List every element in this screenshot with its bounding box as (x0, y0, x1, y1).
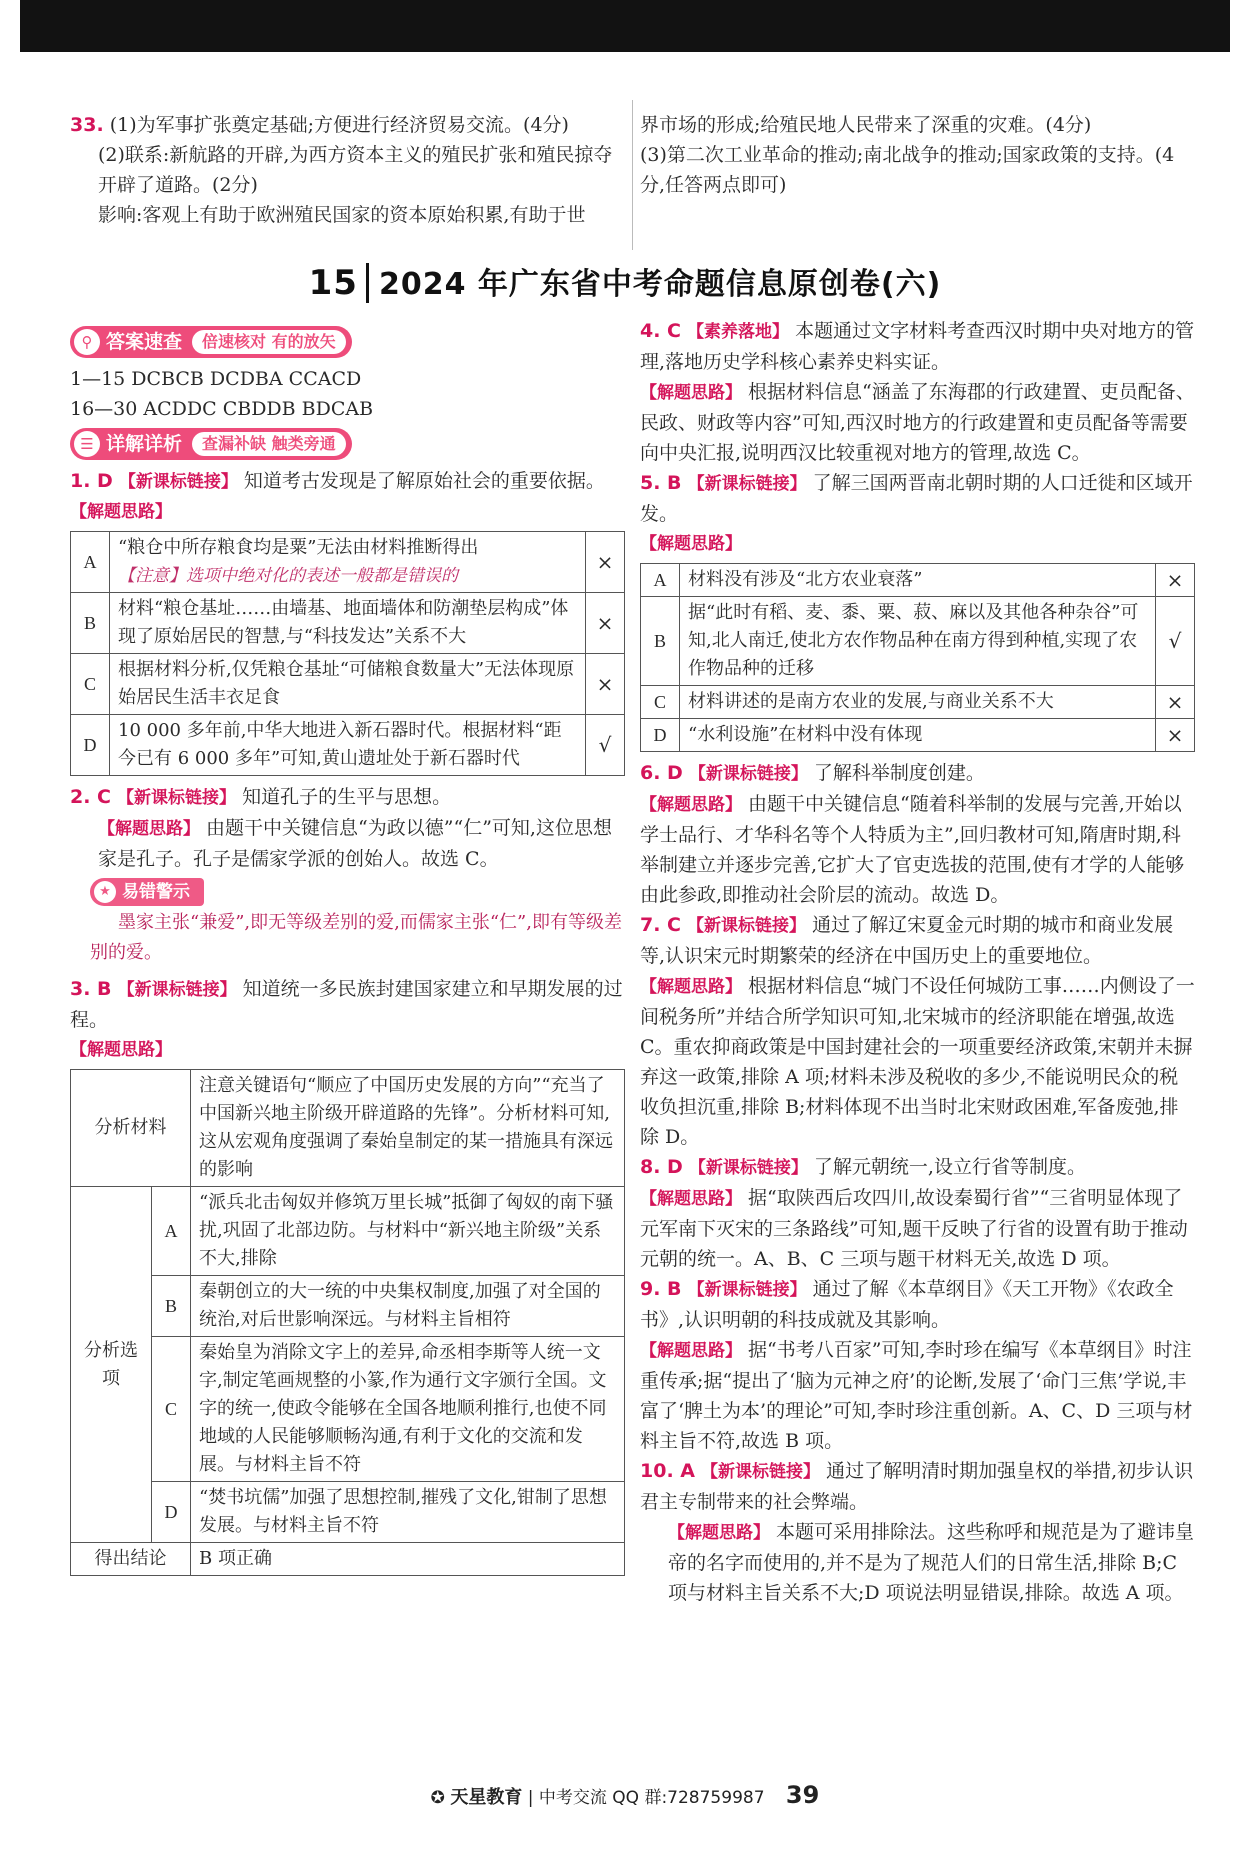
q3-table (70, 1069, 625, 1576)
q8-number: 8. D (640, 1156, 683, 1178)
q10-body: 本题可采用排除法。这些称呼和规范是为了避讳皇帝的名字而使用的,并不是为了规范人们的日常生活,排除 B;C 项与材料主旨关系不大;D 项说法明显错误,排除。故选 A 项。 (668, 1521, 1195, 1604)
q9-text: 通过了解《本草纲目》《天工开物》《农政全书》,认识明朝的科技成就及其影响。 (640, 1278, 1174, 1331)
star-logo-icon: ✪ (430, 1788, 445, 1808)
page-number: 39 (785, 1781, 820, 1809)
q7-header (640, 910, 1195, 971)
section-title (0, 263, 1250, 303)
q3-conclusion-label: 得出结论 (71, 1543, 191, 1576)
q3-conclusion-text: B 项正确 (191, 1543, 625, 1576)
q10-number: 10. A (640, 1460, 695, 1482)
q1-tag: 【新课标链接】 (118, 472, 238, 492)
right-column (640, 316, 1195, 1608)
footer-separator: | (527, 1788, 534, 1808)
q1-row-a-note: 【注意】选项中绝对化的表述一般都是错误的 (118, 566, 458, 586)
q1-row-a-body: “粮仓中所存粮食均是粟”无法由材料推断得出 (118, 537, 479, 558)
q9-number: 9. B (640, 1278, 682, 1300)
detail-banner (70, 428, 352, 460)
q1-row-a-text (110, 532, 586, 593)
q4-body: 根据材料信息“涵盖了东海郡的行政建置、吏员配备、民政、财政等内容”可知,西汉时地方的行政建置和吏员配备等需要向中央汇报,说明西汉比较重视对地方的管理,故选 C。 (640, 381, 1195, 464)
left-column (70, 322, 625, 1582)
q3-tag: 【新课标链接】 (117, 980, 237, 1000)
q3-opt-d-text: “焚书坑儒”加强了思想控制,摧残了文化,钳制了思想发展。与材料主旨不符 (191, 1482, 625, 1543)
q6-header (640, 758, 1195, 789)
q1-row-d-key: D (71, 715, 110, 776)
q8-text: 了解元朝统一,设立行省等制度。 (813, 1156, 1086, 1178)
q3-opt-c-key: C (152, 1337, 191, 1482)
q3-opt-a-text: “派兵北击匈奴并修筑万里长城”抵御了匈奴的南下骚扰,巩固了北部边防。与材料中“新兴地主阶级”关系不大,排除 (191, 1187, 625, 1276)
q6-hint: 【解题思路】 (640, 795, 742, 815)
q5-text: 了解三国两晋南北朝时期的人口迁徙和区域开发。 (640, 472, 1193, 525)
title-text: 2024 年广东省中考命题信息原创卷(六) (378, 267, 942, 302)
q8-hint: 【解题思路】 (640, 1189, 742, 1209)
search-icon: ⚲ (74, 329, 100, 355)
q33-line5: (3)第二次工业革命的推动;南北战争的推动;国家政策的支持。(4分,任答两点即可) (640, 144, 1175, 196)
q5-tag: 【新课标链接】 (687, 474, 807, 494)
q3-header (70, 974, 625, 1035)
table-row (71, 715, 625, 776)
q3-analysis-text: 注意关键语句“顺应了中国历史发展的方向”“充当了中国新兴地主阶级开辟道路的先锋”。分析材料可知,这从宏观角度强调了秦始皇制定的某一措施具有深远的影响 (191, 1070, 625, 1187)
q10-header (640, 1456, 1195, 1517)
q9-body-line (640, 1335, 1195, 1456)
answer-row-2: 16—30 ACDDC CBDDB BDCAB (70, 398, 374, 420)
q10-hint: 【解题思路】 (668, 1523, 770, 1543)
table-row (71, 1187, 625, 1276)
q8-body-line (640, 1183, 1195, 1274)
detail-label: 详解详析 (106, 433, 183, 455)
detail-sub: 查漏补缺 触类旁通 (192, 432, 346, 456)
clipboard-icon: ☰ (74, 431, 100, 457)
warning-badge (90, 878, 204, 906)
q7-hint: 【解题思路】 (640, 977, 742, 997)
q7-text: 通过了解辽宋夏金元时期的城市和商业发展等,认识宋元时期繁荣的经济在中国历史上的重要地位。 (640, 914, 1174, 967)
q2-hint: 【解题思路】 (98, 819, 200, 839)
q33-line4: 界市场的形成;给殖民地人民带来了深重的灾难。(4分) (640, 114, 1092, 136)
q7-body-line (640, 971, 1195, 1152)
top-black-bar (20, 0, 1230, 52)
q33-line3: 影响:客观上有助于欧洲殖民国家的资本原始积累,有助于世 (98, 204, 586, 226)
q1-hint: 【解题思路】 (70, 502, 172, 522)
q3-opt-b-text: 秦朝创立的大一统的中央集权制度,加强了对全国的统治,对后世影响深远。与材料主旨相符 (191, 1276, 625, 1337)
quick-check-sub: 倍速核对 有的放矢 (192, 330, 346, 354)
footer-brand: 天星教育 (450, 1787, 523, 1808)
q3-opt-d-key: D (152, 1482, 191, 1543)
q5-row-c-mark: × (1156, 686, 1195, 719)
table-row (71, 1337, 625, 1482)
q2-body-line (70, 813, 625, 874)
q5-hint: 【解题思路】 (640, 534, 742, 554)
q8-tag: 【新课标链接】 (688, 1158, 808, 1178)
footer-qq-group: 中考交流 QQ 群:728759987 (538, 1788, 765, 1808)
q2-number: 2. C (70, 786, 111, 808)
table-row (71, 654, 625, 715)
q5-header (640, 468, 1195, 529)
q1-row-c-text: 根据材料分析,仅凭粮仓基址“可储粮食数量大”无法体现原始居民生活丰衣足食 (110, 654, 586, 715)
q1-row-d-mark: √ (586, 715, 625, 776)
q4-hint: 【解题思路】 (640, 383, 742, 403)
warning-text: 墨家主张“兼爱”,即无等级差别的爱,而儒家主张“仁”,即有等级差别的爱。 (90, 912, 622, 963)
q3-text: 知道统一多民族封建国家建立和早期发展的过程。 (70, 978, 623, 1031)
q4-tag: 【素养落地】 (687, 322, 790, 342)
q5-row-b-text: 据“此时有稻、麦、黍、粟、菽、麻以及其他各种杂谷”可知,北人南迁,使北方农作物品种在南方得到种植,实现了农作物品种的迁移 (680, 597, 1156, 686)
q6-number: 6. D (640, 762, 683, 784)
q1-header (70, 466, 625, 497)
q3-opt-a-key: A (152, 1187, 191, 1276)
table-row (71, 1276, 625, 1337)
q33-line1: (1)为军事扩张奠定基础;方便进行经济贸易交流。(4分) (109, 114, 569, 136)
q33-right (640, 110, 1195, 200)
q1-row-b-text: 材料“粮仓基址……由墙基、地面墙体和防潮垫层构成”体现了原始居民的智慧,与“科技发达”关系不大 (110, 593, 586, 654)
q1-row-b-key: B (71, 593, 110, 654)
q5-row-c-text: 材料讲述的是南方农业的发展,与商业关系不大 (680, 686, 1156, 719)
q3-analysis-label: 分析材料 (71, 1070, 191, 1187)
q7-tag: 【新课标链接】 (687, 916, 807, 936)
q7-number: 7. C (640, 914, 681, 936)
q1-row-a-key: A (71, 532, 110, 593)
q1-row-a-mark: × (586, 532, 625, 593)
q1-text: 知道考古发现是了解原始社会的重要依据。 (243, 470, 605, 492)
q6-text: 了解科举制度创建。 (813, 762, 985, 784)
q1-row-c-key: C (71, 654, 110, 715)
q4-text: 本题通过文字材料考查西汉时期中央对地方的管理,落地历史学科核心素养史料实证。 (640, 320, 1195, 373)
q5-row-a-mark: × (1156, 564, 1195, 597)
table-row (641, 719, 1195, 752)
q10-text: 通过了解明清时期加强皇权的举措,初步认识君主专制带来的社会弊端。 (640, 1460, 1194, 1513)
q9-tag: 【新课标链接】 (687, 1280, 807, 1300)
table-row (71, 1543, 625, 1576)
q4-body-line (640, 377, 1195, 468)
q33-left (70, 110, 625, 230)
table-row (71, 1070, 625, 1187)
q5-table (640, 563, 1195, 752)
answer-row-1: 1—15 DCBCB DCDBA CCACD (70, 368, 362, 390)
q1-row-d-text: 10 000 多年前,中华大地进入新石器时代。根据材料“距今已有 6 000 多年”可知,黄山遗址处于新石器时代 (110, 715, 586, 776)
q3-number: 3. B (70, 978, 112, 1000)
q5-row-c-key: C (641, 686, 680, 719)
quick-check-label: 答案速查 (106, 331, 183, 353)
q1-number: 1. D (70, 470, 113, 492)
table-row (641, 686, 1195, 719)
q5-row-b-mark: √ (1156, 597, 1195, 686)
footer (0, 1780, 1250, 1813)
table-row (71, 1482, 625, 1543)
q6-body-line (640, 789, 1195, 910)
table-row (71, 593, 625, 654)
q2-text: 知道孔子的生平与思想。 (242, 786, 452, 808)
q3-opt-c-text: 秦始皇为消除文字上的差异,命丞相李斯等人统一文字,制定笔画规整的小篆,作为通行文字颁行全国。文字的统一,使政令能够在全国各地顺利推行,也使不同地域的人民能够顺畅沟通,有利于文化的交流和发展。与材料主旨不符 (191, 1337, 625, 1482)
q7-body: 根据材料信息“城门不设任何城防工事……内侧设了一间税务所”并结合所学知识可知,北宋城市的经济职能在增强,故选 C。重农抑商政策是中国封建社会的一项重要经济政策,宋朝并未摒弃这一政策,排除 A 项;材料未涉及税收的多少,不能说明民众的税收负担沉重,排除 B;材料体现不出当时北宋财政困难,军备废弛,排除 D。 (640, 975, 1195, 1148)
q1-row-c-mark: × (586, 654, 625, 715)
q9-header (640, 1274, 1195, 1335)
q2-tag: 【新课标链接】 (117, 788, 237, 808)
q3-opt-b-key: B (152, 1276, 191, 1337)
q6-body: 由题干中关键信息“随着科举制的发展与完善,开始以学士品行、才华科名等个人特质为主”,回归教材可知,隋唐时期,科举制建立并逐步完善,它扩大了官吏选拔的范围,使有才学的人能够由此参政,即推动社会阶层的流动。故选 D。 (640, 793, 1185, 906)
q10-tag: 【新课标链接】 (701, 1462, 821, 1482)
quick-check-banner (70, 326, 352, 358)
q10-body-line (640, 1517, 1195, 1608)
q3-options-label: 分析选项 (71, 1187, 152, 1543)
q3-hint: 【解题思路】 (70, 1040, 172, 1060)
q2-header (70, 782, 625, 813)
q33-number: 33. (70, 114, 104, 136)
q5-row-d-mark: × (1156, 719, 1195, 752)
warning-label: 易错警示 (122, 882, 190, 902)
title-number: 15 (309, 263, 369, 303)
q33-line2: (2)联系:新航路的开辟,为西方资本主义的殖民扩张和殖民掠夺开辟了道路。(2分) (98, 144, 613, 196)
column-divider (632, 100, 633, 250)
q1-table (70, 531, 625, 776)
q4-header (640, 316, 1195, 377)
table-row (641, 564, 1195, 597)
q4-number: 4. C (640, 320, 681, 342)
q9-hint: 【解题思路】 (640, 1341, 742, 1361)
q5-row-a-text: 材料没有涉及“北方农业衰落” (680, 564, 1156, 597)
q5-row-d-key: D (641, 719, 680, 752)
table-row (71, 532, 625, 593)
q5-row-b-key: B (641, 597, 680, 686)
table-row (641, 597, 1195, 686)
q1-row-b-mark: × (586, 593, 625, 654)
star-icon: ★ (94, 881, 116, 903)
q5-number: 5. B (640, 472, 682, 494)
q9-body: 据“书考八百家”可知,李时珍在编写《本草纲目》时注重传承;据“提出了‘脑为元神之府’的论断,发展了‘命门三焦’学说,丰富了‘脾土为本’的理论”可知,李时珍注重创新。A、C、D 三项与材料主旨不符,故选 B 项。 (640, 1339, 1193, 1452)
q2-body: 由题干中关键信息“为政以德”“仁”可知,这位思想家是孔子。孔子是儒家学派的创始人。故选 C。 (98, 817, 612, 870)
q5-row-d-text: “水利设施”在材料中没有体现 (680, 719, 1156, 752)
q8-body: 据“取陕西后攻四川,故设秦蜀行省”“三省明显体现了元军南下灭宋的三条路线”可知,题干反映了行省的设置有助于推动元朝的统一。A、B、C 三项与题干材料无关,故选 D 项。 (640, 1187, 1188, 1270)
q6-tag: 【新课标链接】 (688, 764, 808, 784)
q5-row-a-key: A (641, 564, 680, 597)
q8-header (640, 1152, 1195, 1183)
